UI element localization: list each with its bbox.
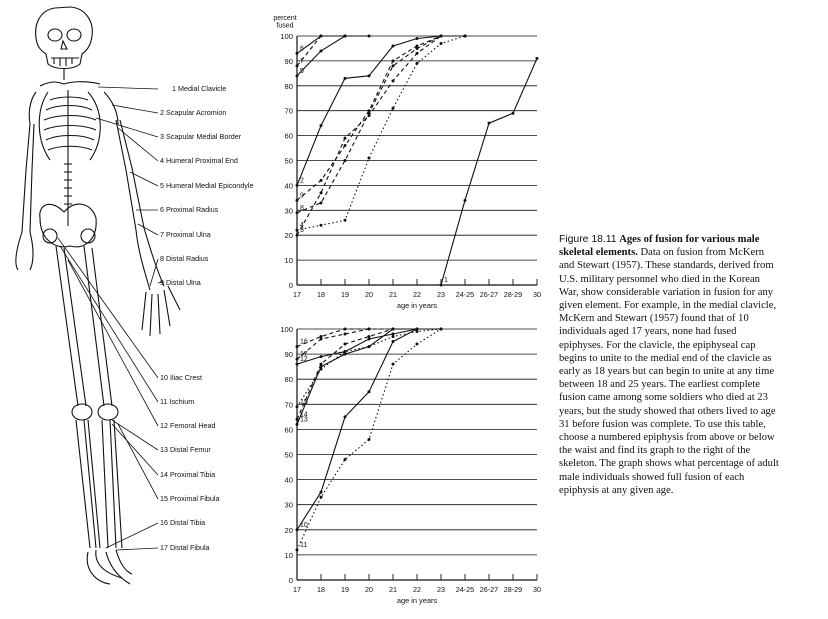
upper-series-label-5: 5 (300, 67, 304, 75)
lower-data-point-15 (392, 335, 395, 338)
upper-series-label-9: 9 (300, 192, 304, 200)
lower-data-point-12 (320, 355, 323, 358)
lower-x-tick-label: 22 (413, 585, 421, 594)
lower-data-point-14 (368, 335, 371, 338)
upper-y-tick-label: 60 (284, 131, 293, 141)
label-proximal-tibia: 14 Proximal Tibia (160, 470, 216, 479)
lower-data-point-17 (296, 358, 299, 361)
label-distal-fibula: 17 Distal Fibula (160, 543, 210, 552)
lower-x-tick-label: 26-27 (479, 585, 499, 594)
upper-y-tick-label: 70 (284, 106, 293, 116)
lower-series-line-16 (297, 329, 369, 347)
upper-series-label-6: 6 (300, 45, 304, 53)
lower-data-point-15 (296, 405, 299, 408)
lower-y-tick-label: 20 (284, 525, 293, 535)
lower-x-tick-label: 19 (341, 585, 349, 594)
upper-y-axis-label: fused (276, 22, 294, 30)
upper-y-axis-label: percent (273, 15, 297, 22)
lower-data-point-14 (344, 343, 347, 346)
lower-y-tick-label: 40 (284, 475, 293, 485)
upper-series-label-2: 2 (300, 177, 304, 185)
lower-data-point-16 (344, 328, 347, 331)
upper-y-tick-label: 80 (284, 81, 293, 91)
lower-x-tick-label: 23 (437, 585, 445, 594)
label-proximal-ulna: 7 Proximal Ulna (160, 230, 211, 239)
lower-data-point-16 (296, 345, 299, 348)
upper-y-tick-label: 20 (284, 231, 293, 241)
lower-y-tick-label: 70 (284, 400, 293, 410)
label-distal-tibia: 16 Distal Tibia (160, 518, 206, 527)
lower-data-point-11 (368, 438, 371, 441)
lower-data-point-11 (416, 343, 419, 346)
upper-x-tick-label: 19 (341, 290, 349, 299)
caption-title: Ages of fusion for various male skeletal elements. (559, 234, 760, 259)
lower-data-point-15 (368, 345, 371, 348)
label-proximal-fibula: 15 Proximal Fibula (160, 494, 220, 503)
caption-figure-number: Figure 18.11 (559, 234, 617, 245)
lower-y-tick-label: 30 (284, 500, 293, 510)
lower-y-tick-label: 0 (288, 576, 293, 585)
lower-y-tick-label: 100 (280, 325, 293, 334)
label-distal-radius: 8 Distal Radius (160, 254, 209, 263)
lower-y-tick-label: 10 (284, 550, 293, 560)
lower-y-tick-label: 80 (284, 375, 293, 385)
lower-series-label-11: 11 (300, 541, 308, 549)
lower-data-point-10 (320, 491, 323, 494)
lower-data-point-15 (344, 350, 347, 353)
label-iliac-crest: 10 Iliac Crest (160, 373, 202, 382)
upper-x-axis-label: age in years (396, 301, 438, 310)
label-scapular-medial-border: 3 Scapular Medial Border (160, 132, 242, 141)
lower-data-point-15 (440, 328, 443, 331)
upper-x-tick-label: 23 (437, 290, 445, 299)
upper-y-tick-label: 10 (284, 256, 293, 266)
lower-series-line-14 (297, 329, 417, 419)
lower-y-tick-label: 90 (284, 350, 293, 360)
lower-series-label-10: 10 (300, 521, 308, 529)
upper-x-tick-label: 26-27 (479, 290, 499, 299)
lower-data-point-11 (344, 458, 347, 461)
lower-series-label-14: 14 (300, 411, 308, 419)
label-distal-femur: 13 Distal Femur (160, 445, 211, 454)
upper-x-tick-label: 30 (533, 290, 541, 299)
label-medial-clavicle: 1 Medial Clavicle (172, 84, 227, 93)
label-humeral-medial-epicondyle: 5 Humeral Medial Epicondyle (160, 181, 254, 190)
caption-body: Data on fusion from McKern and Stewart (1957). These standards, derived from U.S. military personnel who died in the Korean War, show considerable variation in fusion for any given element. For example, in the medial clavicle, McKern and Stewart (1957) found that of 10 individuals aged 17 years, none had fused epiphyses. For the clavicle, the epiphyseal cap begins to unite to the medial end of the clavicle as early as 18 years but can begin to unite at any time between 18 and 25 years. The earliest complete fusion came among some soldiers who died at 23 years, but the study showed that others lived to age 31 before fusion was complete. To use this table, choose a numbered epiphysis from above or below the waist and find its graph to the right of the skeleton. The graph shows what percentage of adult male individuals showed full fusion of each epiphysis at any given age. (559, 247, 779, 496)
lower-x-tick-label: 17 (293, 585, 301, 594)
lower-x-tick-label: 24-25 (455, 585, 475, 594)
lower-x-tick-label: 20 (365, 585, 373, 594)
lower-data-point-11 (320, 496, 323, 499)
upper-x-tick-label: 21 (389, 290, 397, 299)
lower-x-tick-label: 18 (317, 585, 325, 594)
lower-data-point-11 (392, 363, 395, 366)
upper-y-tick-label: 40 (284, 181, 293, 191)
lower-data-point-17 (344, 333, 347, 336)
lower-data-point-10 (392, 340, 395, 343)
upper-series-label-3: 3 (300, 227, 304, 235)
lower-data-point-10 (296, 528, 299, 531)
lower-data-point-13 (296, 423, 299, 426)
upper-x-tick-label: 20 (365, 290, 373, 299)
label-ischium: 11 Ischium (160, 397, 195, 406)
lower-data-point-10 (344, 415, 347, 418)
lower-data-point-15 (320, 368, 323, 371)
upper-series-label-8: 8 (300, 204, 304, 212)
upper-series-label-4: 4 (300, 222, 304, 230)
lower-series-label-15: 15 (300, 398, 308, 406)
upper-series-label-7: 7 (300, 57, 304, 65)
upper-x-tick-label: 18 (317, 290, 325, 299)
lower-data-point-17 (368, 328, 371, 331)
lower-y-tick-label: 60 (284, 425, 293, 435)
lower-data-point-12 (296, 363, 299, 366)
lower-x-tick-label: 30 (533, 585, 541, 594)
lower-x-axis-label: age in years (396, 596, 438, 605)
upper-y-tick-label: 30 (284, 206, 293, 216)
label-femoral-head: 12 Femoral Head (160, 421, 216, 430)
lower-x-tick-label: 28-29 (503, 585, 523, 594)
lower-series-label-12: 12 (300, 356, 308, 364)
upper-y-tick-label: 50 (284, 156, 293, 166)
label-humeral-proximal-end: 4 Humeral Proximal End (160, 156, 238, 165)
lower-series-label-17: 17 (300, 351, 308, 359)
lower-data-point-17 (320, 338, 323, 341)
lower-data-point-14 (296, 418, 299, 421)
upper-y-tick-label: 100 (280, 32, 293, 41)
lower-data-point-15 (416, 330, 419, 333)
label-proximal-radius: 6 Proximal Radius (160, 205, 219, 214)
lower-data-point-11 (296, 548, 299, 551)
lower-series-label-13: 13 (300, 416, 308, 424)
upper-x-tick-label: 17 (293, 290, 301, 299)
figure-caption (559, 233, 781, 497)
upper-x-tick-label: 28-29 (503, 290, 523, 299)
lower-data-point-10 (368, 390, 371, 393)
label-scapular-acromion: 2 Scapular Acromion (160, 108, 227, 117)
upper-x-tick-label: 24-25 (455, 290, 475, 299)
upper-y-tick-label: 90 (284, 56, 293, 66)
label-distal-ulna: 9 Distal Ulna (160, 278, 201, 287)
lower-y-tick-label: 50 (284, 450, 293, 460)
lower-data-point-17 (392, 328, 395, 331)
upper-x-tick-label: 22 (413, 290, 421, 299)
upper-y-tick-label: 0 (288, 281, 293, 290)
lower-series-label-16: 16 (300, 338, 308, 346)
upper-series-label-1: 1 (444, 277, 448, 284)
lower-data-point-14 (320, 363, 323, 366)
lower-x-tick-label: 21 (389, 585, 397, 594)
